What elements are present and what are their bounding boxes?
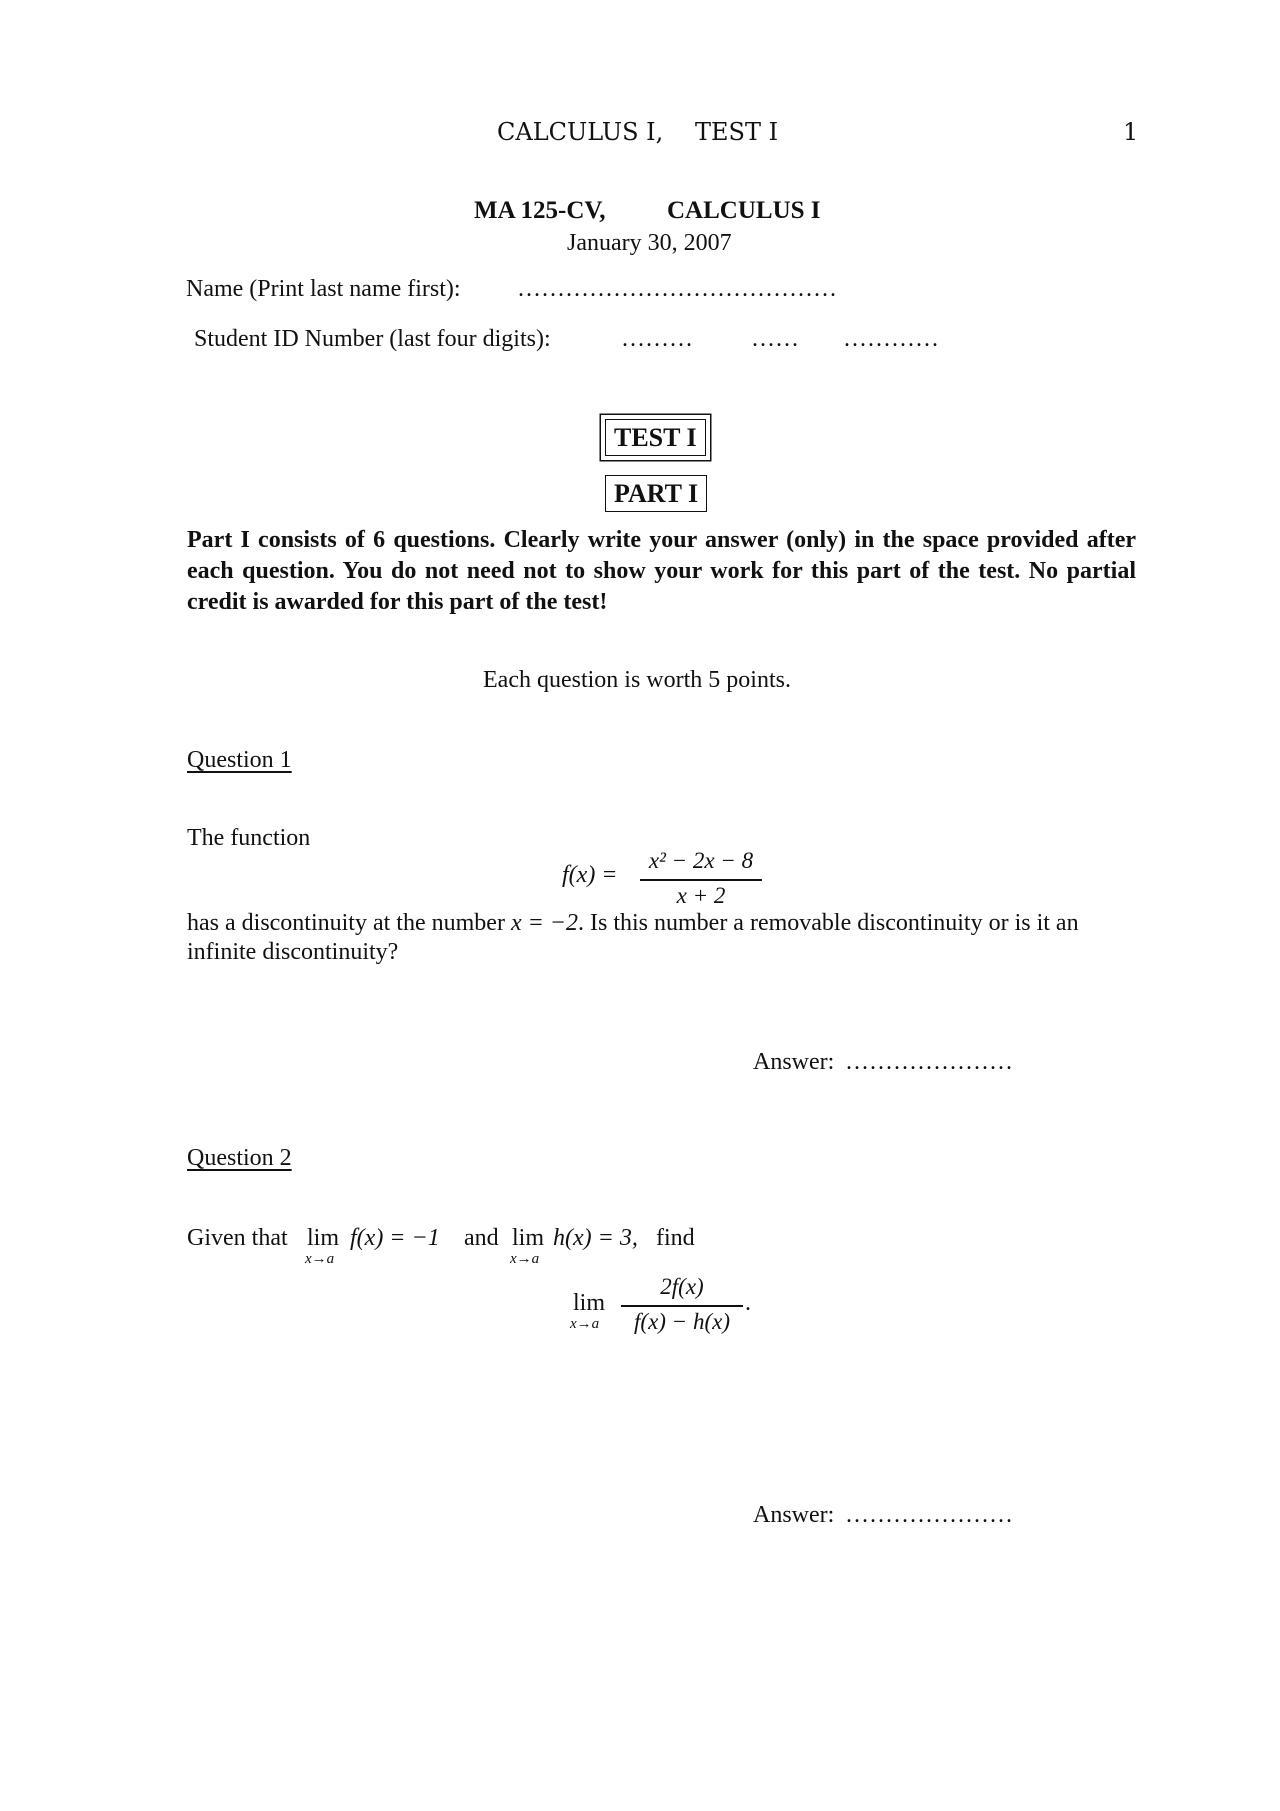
question-2-find: find (656, 1225, 695, 1251)
function-numerator: x² − 2x − 8 (648, 848, 754, 873)
running-title: CALCULUS I, (497, 118, 664, 146)
limit-3-subscript: x→a (570, 1316, 600, 1332)
limit-2-operator: lim (512, 1225, 545, 1251)
question-1-body-math: x = −2 (510, 910, 578, 936)
course-title: CALCULUS I (667, 197, 821, 224)
limit-3-operator: lim (573, 1290, 606, 1316)
target-numerator: 2f(x) (660, 1274, 704, 1299)
student-id-field-1[interactable]: ......... (622, 326, 694, 352)
question-2-and: and (464, 1225, 499, 1251)
limit-2-subscript: x→a (510, 1251, 540, 1267)
answer-2-field[interactable]: ..................... (846, 1502, 1014, 1528)
question-1-body-start: has a discontinuity at the number (187, 910, 511, 936)
student-id-label: Student ID Number (last four digits): (194, 326, 551, 352)
test-box: TEST I (605, 419, 706, 456)
target-denominator: f(x) − h(x) (634, 1309, 730, 1334)
question-1-heading: Question 1 (187, 747, 292, 773)
points-note: Each question is worth 5 points. (483, 667, 791, 693)
name-label: Name (Print last name first): (186, 276, 461, 302)
name-field[interactable]: ........................................ (518, 276, 838, 302)
student-id-field-2[interactable]: ...... (752, 326, 800, 352)
limit-1-expression: f(x) = −1 (350, 1225, 440, 1251)
instructions: Part I consists of 6 questions. Clearly write your answer (only) in the space provided after each question. You do not need not to show your work for this part of the test. No partial credit is awarded for this part of the test! (187, 527, 1136, 615)
question-1-body-end: . Is this number a removable discontinuity or is it an infinite discontinuity? (187, 910, 1079, 965)
target-fraction-bar (621, 1305, 743, 1307)
answer-2-label: Answer: (753, 1502, 835, 1528)
answer-1-label: Answer: (753, 1049, 835, 1075)
limit-2-expression: h(x) = 3, (553, 1225, 638, 1251)
question-2-heading: Question 2 (187, 1145, 292, 1171)
running-subtitle: TEST I (695, 118, 779, 146)
student-id-field-3[interactable]: ............ (844, 326, 940, 352)
question-1-body (187, 909, 1137, 967)
function-denominator: x + 2 (676, 883, 726, 908)
course-code: MA 125-CV, (474, 197, 606, 224)
exam-date: January 30, 2007 (567, 230, 732, 256)
answer-1-field[interactable]: ..................... (846, 1049, 1014, 1075)
target-period: . (745, 1290, 751, 1316)
function-fraction-bar (640, 879, 762, 881)
limit-1-operator: lim (307, 1225, 340, 1251)
function-lhs: f(x) = (562, 862, 618, 888)
question-1-intro: The function (187, 825, 311, 851)
page-number: 1 (1123, 118, 1139, 146)
limit-1-subscript: x→a (305, 1251, 335, 1267)
question-2-given: Given that (187, 1225, 288, 1251)
part-box: PART I (605, 475, 707, 512)
